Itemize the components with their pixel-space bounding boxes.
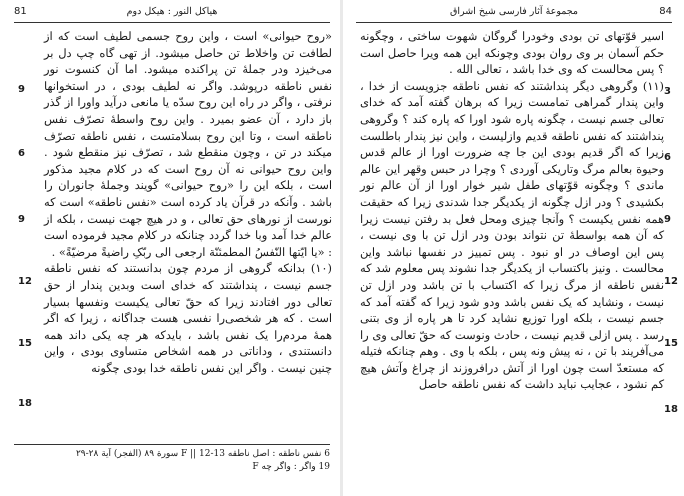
right-page-header (356, 6, 672, 22)
left-line-number: 9 (18, 84, 25, 95)
left-body-text (44, 28, 332, 376)
left-page-header (14, 6, 330, 22)
right-line-number: 15 (664, 338, 678, 349)
right-line-number: 9 (664, 214, 671, 225)
right-line-number: 3 (664, 86, 671, 97)
footnote-line: 19 واگر : واگر چه F (252, 462, 330, 472)
right-running-title: مجموعۀ آثار فارسی شیخ اشراق (450, 6, 578, 17)
left-header-rule (14, 22, 330, 23)
right-line-number: 18 (664, 404, 678, 415)
footnote-rule (14, 444, 330, 445)
left-line-number: 6 (18, 148, 25, 159)
right-header-rule (356, 22, 672, 23)
left-line-number: 12 (18, 276, 32, 287)
left-line-number: 9 (18, 214, 25, 225)
right-line-number: 6 (664, 152, 671, 163)
left-running-title: هیاکل النور : هیکل دوم (126, 6, 218, 17)
footnote-line: 6 نفس ناطقه : اصل ناطقه F || 12-13 سورة ٨٩ (الفجر) آية ٢٨-٢٩ (75, 449, 330, 459)
right-body-paragraphs: اسیر قوّتهای تن بودی وخودرا گروگان شهوت ساختی ، وچگونه حکم آسمان بر وی روان بودی وچونکه این همه ویرا حاصل است ؟ پس محالست که وی خدا باشد ، تعالی الله . (١١) وگروهی دیگر پنداشتند که نفس ناطقه جزویست از خدا ، واین پندار گمراهی تمامست زیرا که برهان گفته آمد که خدای تعالی جسم نیست ، چگونه پاره شود اورا که پاره کند ؟ وگروهی پنداشتند که نفس ناطقه قدیم وازلیست ، واین نیز پندار باطلست زیرا که اگر قدیم بودی این جا چه ضرورت اورا از عالم قدس وحیوة بعالم مرگ وتاریکی آوردی ؟ وچرا در حبس وقهر این عالم ماندی ؟ وچگونه قوّتهای طفل شیر خوار اورا از آن عالم نور بکشیدی ؟ ودر ازل چگونه از یکدیگر جدا شدندی زیرا که حقیقت همه نفس یکیست ؟ وآنجا چیزی ومحل فعل بد رفتن نیست زیرا که آن همه بواسطۀ تن نتواند بودن ودر ازل تن با وی نیست ، پس این اوصاف در او نبود . پس تمییز در نفسها نباشد واین محالست . ونیز باکتساب از یکدیگر جدا نشوند پس معلوم شد که نفس ناطقه از مرگ زیرا که اکتساب با تن باشد ودر ازل تن نیست ، ونشاید که یک نفس باشد ودو شود زیرا که گفته آمد که جسم نیست ، بلکه اورا توزیع نشاید کرد تا هر پاره از وی بتنی رسد . پس ازلی قدیم نیست ، حادث ونوست که حقّ تعالی وی را می‌آفریند با تن ، نه پیش ونه پس ، بلکه با وی . وهم چنانکه فتیله که مستعدّ است چون اورا از آتش درافروزند از چراغ وآتش هیچ کم نشود ، عجایب نباید داشت که نفس ناطقه حاصل (360, 29, 664, 392)
left-body-paragraphs: «روح حیوانی» است ، واین روح جسمی لطیف است که از لطافت تن واخلاط تن حاصل میشود. از تهی گاه چپ دل بر می‌خیزد ودر جملۀ تن پراکنده میشود. اما آن کنسوت نور نفس ناطقه درپوشد. واگر نه لطیف بودی ، در استخوانها نرفتی ، واگر در راه این روح سدّه یا مانعی درآید واورا از گذر باز دارد ، آن عضو بمیرد . واین روح واسطۀ تصرّف نفس ناطقه است ، وتا این روح بسلامتست ، نفس ناطقه تصرّف میکند در تن ، وچون منقطع شد ، تصرّف نیز منقطع شود . واین روح حیوانی نه آن روح است که در کلام مجید مذکور است ، بلکه این را «روح حیوانی» گویند وجملۀ جانوران را باشد . وآنکه در قرآن یاد کرده است «نفس ناطقه» است که نورست از نورهای حق تعالی ، و در هیچ جهت نیست ، بلکه از عالم خدا آمد وبا خدا گردد چنانکه در کلام مجید فرموده است : «یا ایّتها النّفسُ المطمئنّة ارجعی الی ربّکِ راضیةً مرضیّةً» . (١٠) بدانکه گروهی از مردم چون بدانستند که نفس ناطقه جسم نیست ، پنداشتند که خدای است وبدین پندار از حق تعالی دور افتادند زیرا که حقّ تعالی یکیست ونفسها بسیار است . که هر شخصی‌را نفسی هست جداگانه ، زیرا که اگر همۀ مردم‌را یک نفس باشد ، بایدکه هر چه یکی داند همه دانستندی ، وداناتی در همه اشخاص متساوی بودی ، واین چنین نیست . واگر این نفس ناطقه خدا بودی چگونه (44, 29, 332, 375)
left-line-number: 15 (18, 338, 32, 349)
left-page-number: 81 (14, 6, 27, 17)
right-page-number: 84 (659, 6, 672, 17)
right-line-number: 12 (664, 276, 678, 287)
footnotes (14, 448, 330, 474)
left-line-number: 18 (18, 398, 32, 409)
right-page (342, 0, 684, 496)
right-body-text (360, 28, 664, 393)
